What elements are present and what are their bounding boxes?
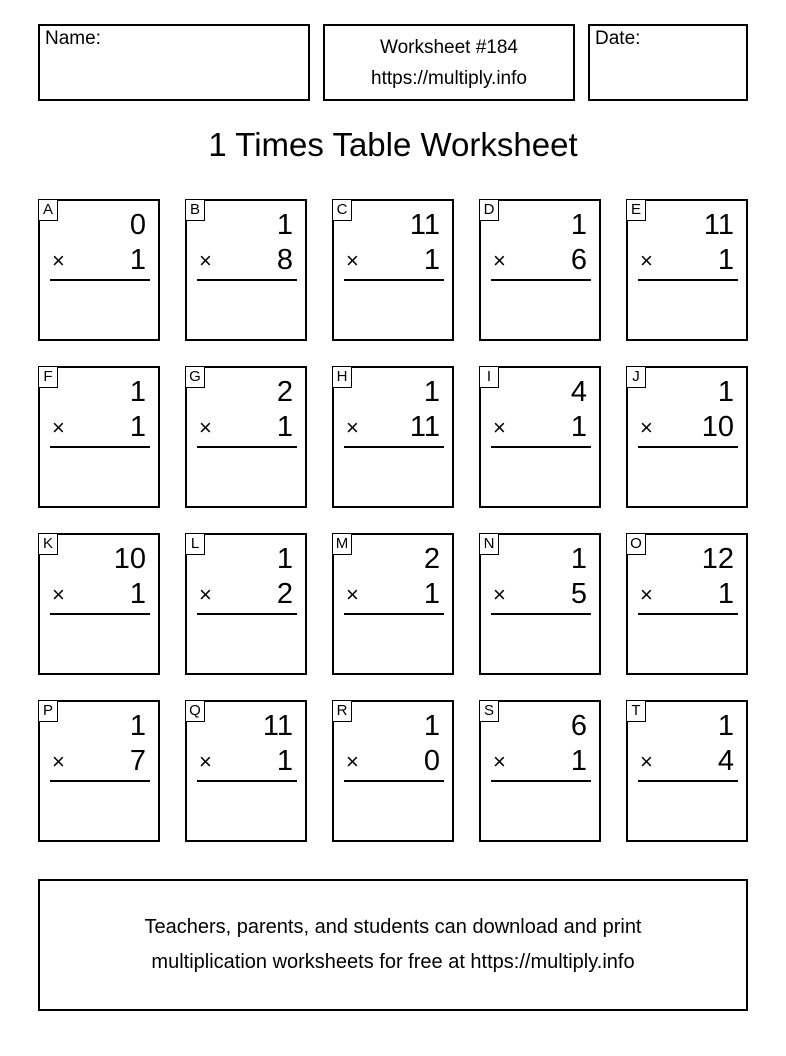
problem-letter: T [626, 700, 646, 722]
times-sign: × [199, 749, 212, 774]
problem-card [626, 199, 748, 341]
multiplier: 1 [276, 411, 293, 443]
answer-line [344, 780, 444, 782]
multiplicand: 2 [423, 543, 440, 575]
problem-letter: E [626, 199, 646, 221]
name-label: Name: [45, 28, 101, 49]
times-sign: × [52, 248, 65, 273]
problem-card [479, 700, 601, 842]
problem-letter: F [38, 366, 58, 388]
answer-line [638, 613, 738, 615]
answer-line [50, 446, 150, 448]
times-sign: × [52, 749, 65, 774]
times-sign: × [346, 248, 359, 273]
problem-letter: K [38, 533, 58, 555]
times-sign: × [346, 415, 359, 440]
problem-card [626, 700, 748, 842]
multiplier: 8 [276, 244, 293, 276]
date-label: Date: [595, 28, 641, 49]
answer-line [491, 613, 591, 615]
multiplicand: 10 [113, 543, 146, 575]
multiplicand: 1 [717, 376, 734, 408]
footer-line-2: multiplication worksheets for free at https://multiply.info [151, 951, 635, 973]
multiplier: 1 [717, 578, 734, 610]
problem-letter: H [332, 366, 352, 388]
answer-line [50, 780, 150, 782]
answer-line [197, 279, 297, 281]
problem-card [185, 533, 307, 675]
answer-line [50, 279, 150, 281]
times-sign: × [199, 415, 212, 440]
footer-line-1: Teachers, parents, and students can download and print [144, 916, 642, 938]
problem-card [332, 533, 454, 675]
problem-card [38, 533, 160, 675]
date-field-box[interactable] [588, 24, 748, 101]
multiplier: 2 [276, 578, 293, 610]
multiplier: 7 [129, 745, 146, 777]
problem-card [38, 199, 160, 341]
problem-card [185, 199, 307, 341]
problem-letter: I [479, 366, 499, 388]
multiplicand: 11 [262, 710, 293, 742]
problem-card [479, 199, 601, 341]
multiplier: 1 [717, 244, 734, 276]
multiplier: 1 [570, 745, 587, 777]
multiplier: 1 [423, 578, 440, 610]
answer-line [638, 780, 738, 782]
answer-line [50, 613, 150, 615]
footer-box [38, 879, 748, 1011]
problem-letter: S [479, 700, 499, 722]
multiplicand: 2 [276, 376, 293, 408]
times-sign: × [199, 582, 212, 607]
problem-card [185, 700, 307, 842]
multiplicand: 11 [409, 209, 440, 241]
answer-line [197, 613, 297, 615]
problem-card [626, 366, 748, 508]
times-sign: × [493, 415, 506, 440]
multiplier: 1 [129, 411, 146, 443]
problem-letter: O [626, 533, 646, 555]
answer-line [344, 613, 444, 615]
multiplier: 1 [129, 244, 146, 276]
answer-line [197, 446, 297, 448]
answer-line [344, 279, 444, 281]
multiplier: 6 [570, 244, 587, 276]
times-sign: × [493, 248, 506, 273]
problem-letter: A [38, 199, 58, 221]
answer-line [638, 446, 738, 448]
multiplier: 1 [276, 745, 293, 777]
problem-letter: P [38, 700, 58, 722]
multiplicand: 1 [423, 710, 440, 742]
multiplicand: 1 [129, 376, 146, 408]
multiplicand: 1 [276, 209, 293, 241]
problem-letter: J [626, 366, 646, 388]
problem-card [332, 199, 454, 341]
problem-card [38, 366, 160, 508]
multiplicand: 4 [570, 376, 587, 408]
answer-line [491, 780, 591, 782]
problem-letter: L [185, 533, 205, 555]
times-sign: × [640, 415, 653, 440]
times-sign: × [493, 749, 506, 774]
times-sign: × [199, 248, 212, 273]
times-sign: × [52, 415, 65, 440]
name-field-box[interactable] [38, 24, 310, 101]
problem-letter: D [479, 199, 499, 221]
multiplier: 1 [423, 244, 440, 276]
problem-letter: M [332, 533, 352, 555]
worksheet-url: https://multiply.info [371, 67, 527, 89]
times-sign: × [493, 582, 506, 607]
answer-line [638, 279, 738, 281]
problem-letter: B [185, 199, 205, 221]
times-sign: × [346, 582, 359, 607]
problem-letter: Q [185, 700, 205, 722]
answer-line [491, 446, 591, 448]
multiplier: 1 [570, 411, 587, 443]
problem-card [38, 700, 160, 842]
multiplier: 1 [129, 578, 146, 610]
multiplicand: 1 [129, 710, 146, 742]
problem-letter: G [185, 366, 205, 388]
multiplier: 11 [409, 411, 440, 443]
problem-card [626, 533, 748, 675]
multiplicand: 1 [570, 209, 587, 241]
multiplicand: 6 [570, 710, 587, 742]
times-sign: × [640, 248, 653, 273]
multiplier: 10 [701, 411, 734, 443]
problem-letter: N [479, 533, 499, 555]
multiplicand: 1 [570, 543, 587, 575]
times-sign: × [640, 749, 653, 774]
times-sign: × [640, 582, 653, 607]
answer-line [344, 446, 444, 448]
multiplicand: 1 [276, 543, 293, 575]
answer-line [197, 780, 297, 782]
multiplier: 5 [570, 578, 587, 610]
problem-letter: R [332, 700, 352, 722]
answer-line [491, 279, 591, 281]
times-sign: × [52, 582, 65, 607]
problem-card [332, 366, 454, 508]
problem-card [332, 700, 454, 842]
problem-letter: C [332, 199, 352, 221]
worksheet-info-box [323, 24, 575, 101]
problem-card [479, 533, 601, 675]
page-title: 1 Times Table Worksheet [208, 126, 578, 163]
problem-card [479, 366, 601, 508]
times-sign: × [346, 749, 359, 774]
multiplier: 0 [423, 745, 440, 777]
multiplicand: 12 [701, 543, 734, 575]
multiplicand: 1 [423, 376, 440, 408]
worksheet-number: Worksheet #184 [379, 36, 518, 58]
multiplicand: 0 [129, 209, 146, 241]
multiplier: 4 [717, 745, 734, 777]
problem-card [185, 366, 307, 508]
problem-grid [38, 199, 748, 842]
multiplicand: 1 [717, 710, 734, 742]
multiplicand: 11 [703, 209, 734, 241]
